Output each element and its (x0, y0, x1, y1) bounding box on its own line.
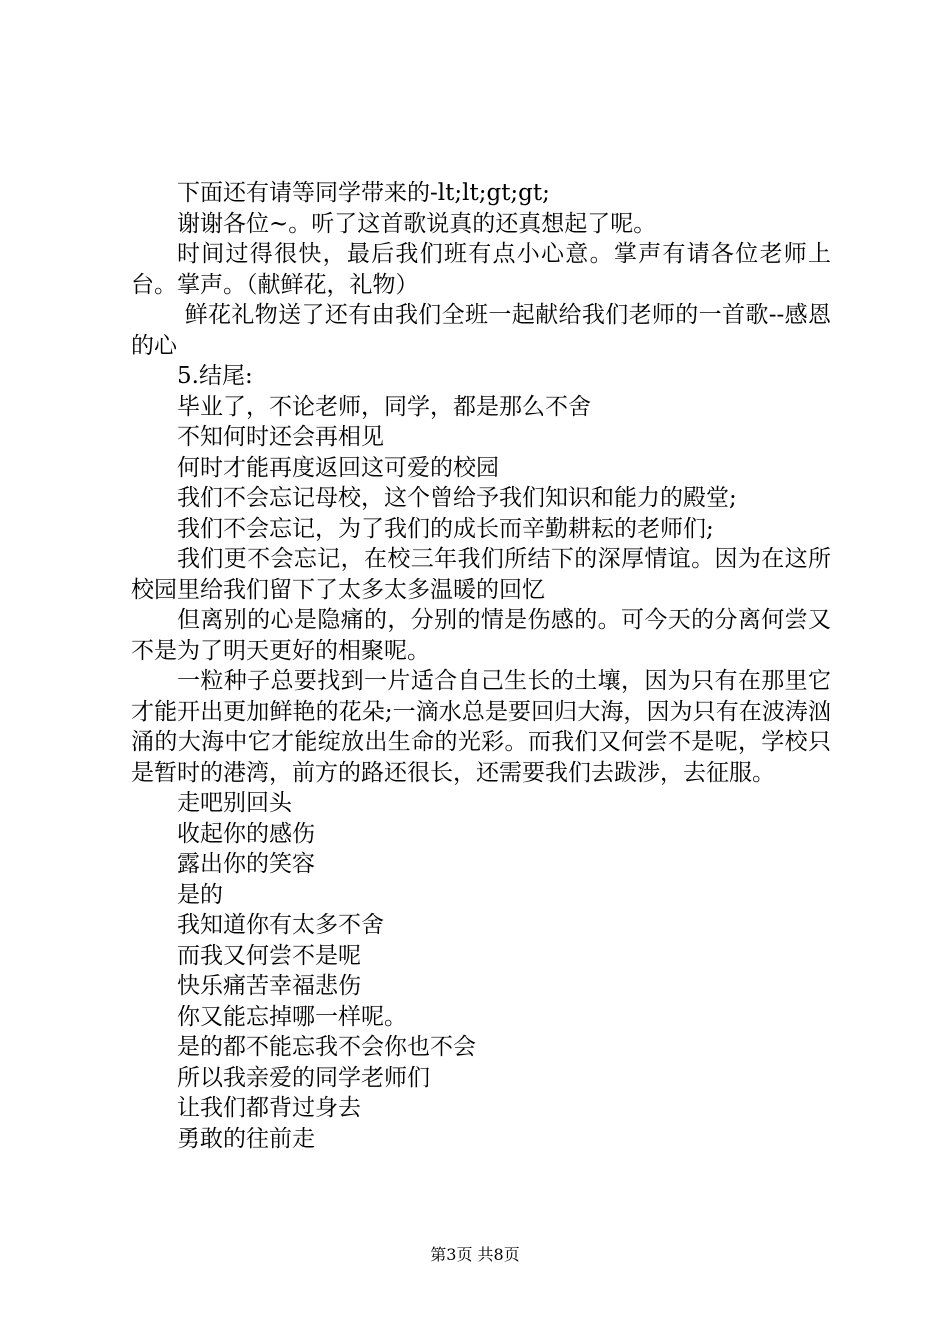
poem-line: 走吧别回头 (177, 790, 292, 816)
poem-line: 收起你的感伤 (177, 820, 315, 847)
paragraph: 何时才能再度返回这可爱的校园 (177, 454, 499, 481)
page-footer (0, 1242, 950, 1265)
poem (131, 788, 831, 1154)
poem-line: 是的都不能忘我不会你也不会 (177, 1034, 476, 1060)
poem-line: 快乐痛苦幸福悲伤 (177, 973, 361, 999)
paragraph: 不知何时还会再相见 (177, 424, 384, 450)
poem-line: 让我们都背过身去 (177, 1095, 361, 1121)
section-heading: 5.结尾: (177, 363, 253, 389)
paragraph: 毕业了，不论老师，同学，都是那么不舍 (177, 393, 591, 420)
paragraph: 但离别的心是隐痛的，分别的情是伤感的。可今天的分离何尝又不是为了明天更好的相聚呢。 (131, 607, 831, 664)
poem-line: 我知道你有太多不舍 (177, 912, 384, 938)
paragraph: 下面还有请等同学带来的-lt;lt;gt;gt; (177, 180, 550, 206)
poem-line: 你又能忘掉哪一样呢。 (177, 1003, 407, 1030)
paragraph: 时间过得很快，最后我们班有点小心意。掌声有请各位老师上台。掌声。（献鲜花，礼物） (131, 241, 831, 298)
poem-line: 勇敢的往前走 (177, 1125, 315, 1152)
paragraph: 谢谢各位~。听了这首歌说真的还真想起了呢。 (177, 210, 657, 237)
poem-line: 而我又何尝不是呢 (177, 942, 361, 969)
paragraph: 我们不会忘记母校，这个曾给予我们知识和能力的殿堂; (177, 485, 737, 511)
page-number-label: 第3页 共8页 (430, 1245, 520, 1264)
paragraph: 一粒种子总要找到一片适合自己生长的土壤，因为只有在那里它才能开出更加鲜艳的花朵;一滴水总是要回归大海，因为只有在波涛汹涌的大海中它才能绽放出生命的光彩。而我们又何尝不是呢，学校只是暂时的港湾，前方的路还很长，还需要我们去跋涉，去征服。 (131, 668, 831, 786)
poem-line: 所以我亲爱的同学老师们 (177, 1064, 430, 1091)
poem-line: 露出你的笑容 (177, 851, 315, 877)
document-body (131, 178, 831, 1154)
paragraph: 我们更不会忘记，在校三年我们所结下的深厚情谊。因为在这所校园里给我们留下了太多太多温暖的回忆 (131, 546, 831, 603)
poem-line: 是的 (177, 881, 223, 908)
paragraph: 我们不会忘记，为了我们的成长而辛勤耕耘的老师们; (177, 515, 714, 542)
paragraph: 鲜花礼物送了还有由我们全班一起献给我们老师的一首歌--感恩的心 (131, 302, 832, 359)
